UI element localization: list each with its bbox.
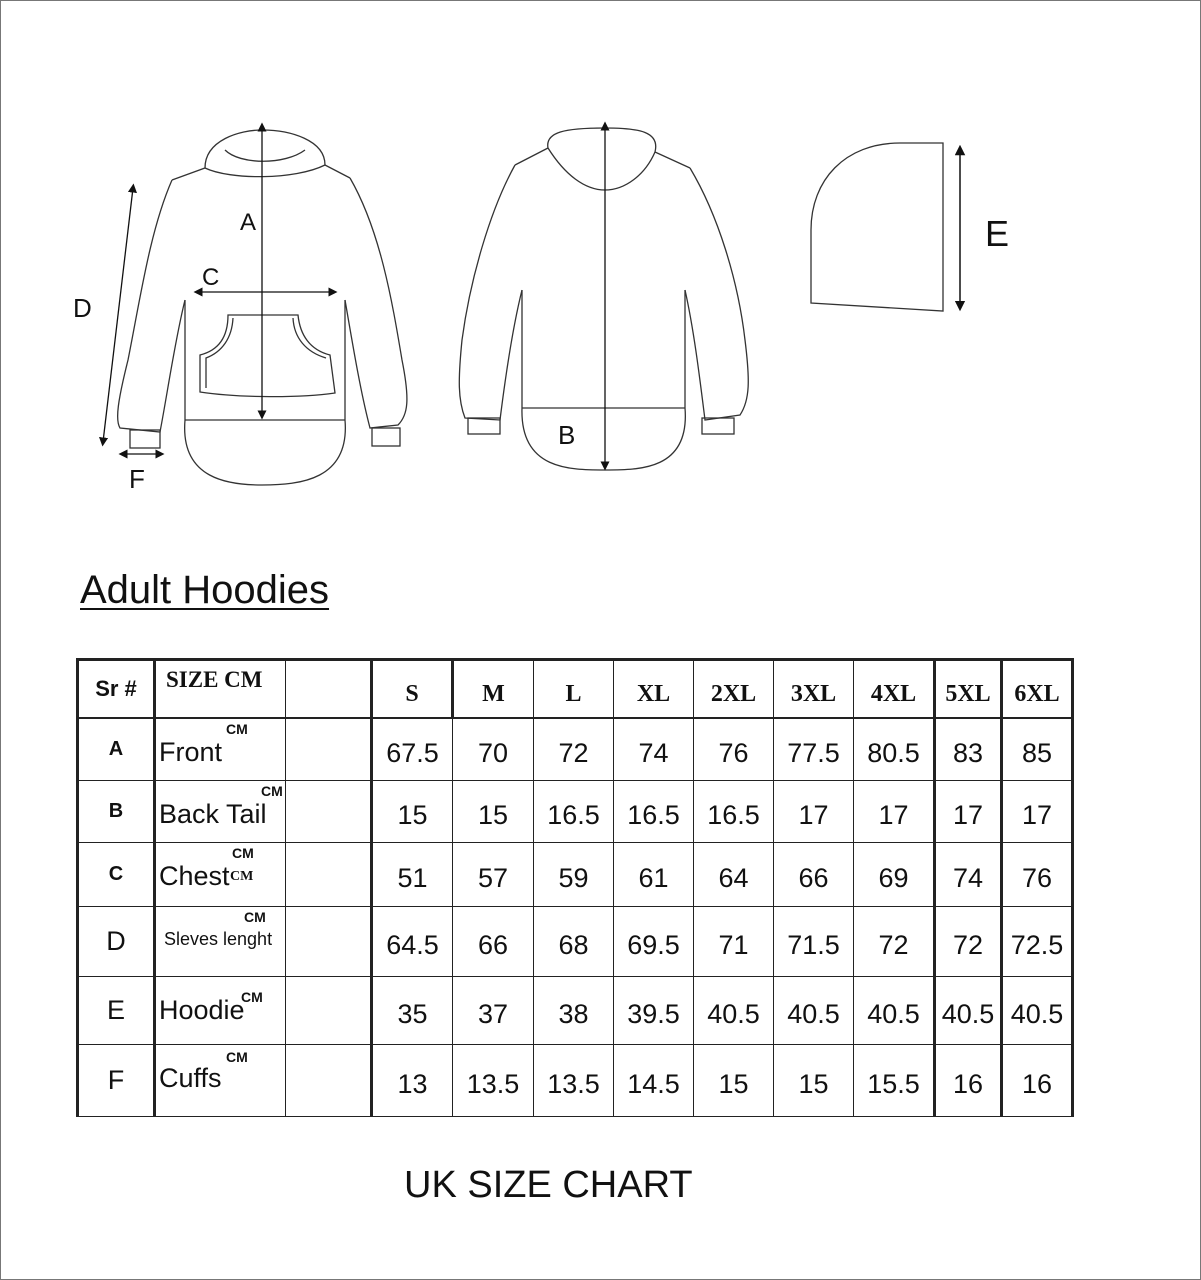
value-d-xl: 69.5: [614, 906, 694, 976]
row-spacer: [286, 976, 372, 1044]
value-b-4xl: 17: [854, 780, 935, 842]
value-a-xl: 74: [614, 718, 694, 780]
label-a: A: [240, 209, 257, 236]
measurement-unit: CM: [232, 844, 254, 861]
row-measurement: [155, 976, 286, 1044]
header-sr: Sr #: [78, 660, 155, 719]
value-a-5xl: 83: [935, 718, 1002, 780]
header-size-l: L: [534, 660, 614, 719]
value-e-5xl: 40.5: [935, 976, 1002, 1044]
measurement-unit: CM: [226, 721, 248, 737]
row-code: D: [78, 906, 155, 976]
row-spacer: [286, 842, 372, 906]
value-a-2xl: 76: [694, 718, 774, 780]
measurement-unit: CM: [261, 782, 283, 799]
value-c-xl: 61: [614, 842, 694, 906]
row-measurement: [155, 842, 286, 906]
value-f-3xl: 15: [774, 1044, 854, 1116]
header-size-3xl: 3XL: [774, 660, 854, 719]
size-row-f: [78, 1044, 1073, 1116]
value-a-m: 70: [453, 718, 534, 780]
value-d-5xl: 72: [935, 906, 1002, 976]
value-b-s: 15: [372, 780, 453, 842]
row-code: B: [78, 780, 155, 842]
hood-drawing: [811, 143, 943, 311]
value-f-5xl: 16: [935, 1044, 1002, 1116]
label-c: C: [202, 264, 220, 291]
value-c-s: 51: [372, 842, 453, 906]
value-c-l: 59: [534, 842, 614, 906]
measurement-unit: CM: [241, 988, 263, 1005]
value-c-6xl: 76: [1002, 842, 1073, 906]
value-c-5xl: 74: [935, 842, 1002, 906]
row-spacer: [286, 718, 372, 780]
value-a-6xl: 85: [1002, 718, 1073, 780]
measurement-name: Sleves lenght: [164, 928, 273, 949]
value-b-m: 15: [453, 780, 534, 842]
header-size-cm: SIZE CM: [155, 660, 286, 719]
value-d-s: 64.5: [372, 906, 453, 976]
value-d-3xl: 71.5: [774, 906, 854, 976]
size-row-d: [78, 906, 1073, 976]
header-size-xl: XL: [614, 660, 694, 719]
header-size-m: M: [453, 660, 534, 719]
size-row-a: [78, 718, 1073, 780]
value-e-2xl: 40.5: [694, 976, 774, 1044]
value-d-l: 68: [534, 906, 614, 976]
value-c-2xl: 64: [694, 842, 774, 906]
value-e-l: 38: [534, 976, 614, 1044]
value-b-6xl: 17: [1002, 780, 1073, 842]
value-e-xl: 39.5: [614, 976, 694, 1044]
value-b-xl: 16.5: [614, 780, 694, 842]
value-f-4xl: 15.5: [854, 1044, 935, 1116]
row-measurement: [155, 780, 286, 842]
value-f-xl: 14.5: [614, 1044, 694, 1116]
value-b-2xl: 16.5: [694, 780, 774, 842]
measurement-name: Back Tail: [159, 798, 267, 829]
value-c-4xl: 69: [854, 842, 935, 906]
header-size-5xl: 5XL: [935, 660, 1002, 719]
row-code: A: [78, 718, 155, 780]
header-size-4xl: 4XL: [854, 660, 935, 719]
label-b: B: [558, 420, 576, 450]
measurement-name: Front: [159, 737, 223, 767]
header-row: [78, 660, 1073, 719]
label-d: D: [73, 293, 92, 323]
value-f-s: 13: [372, 1044, 453, 1116]
value-f-m: 13.5: [453, 1044, 534, 1116]
value-e-s: 35: [372, 976, 453, 1044]
size-row-b: [78, 780, 1073, 842]
value-d-m: 66: [453, 906, 534, 976]
value-f-l: 13.5: [534, 1044, 614, 1116]
value-a-s: 67.5: [372, 718, 453, 780]
row-spacer: [286, 1044, 372, 1116]
row-spacer: [286, 906, 372, 976]
value-a-3xl: 77.5: [774, 718, 854, 780]
value-d-4xl: 72: [854, 906, 935, 976]
row-code: E: [78, 976, 155, 1044]
row-measurement: [155, 1044, 286, 1116]
value-e-3xl: 40.5: [774, 976, 854, 1044]
measurement-unit: CM: [226, 1048, 248, 1065]
header-size-6xl: 6XL: [1002, 660, 1073, 719]
value-a-l: 72: [534, 718, 614, 780]
value-e-4xl: 40.5: [854, 976, 935, 1044]
measurement-name: Chest: [159, 860, 230, 891]
label-e: E: [985, 213, 1010, 254]
measurement-name: Cuffs: [159, 1062, 222, 1093]
row-spacer: [286, 780, 372, 842]
value-d-6xl: 72.5: [1002, 906, 1073, 976]
label-f: F: [129, 464, 145, 494]
hoodie-measurement-diagram: [0, 0, 1201, 560]
measurement-unit: CM: [244, 908, 266, 925]
size-chart-table: [76, 658, 1074, 1117]
value-c-m: 57: [453, 842, 534, 906]
header-size-s: S: [372, 660, 453, 719]
row-measurement: [155, 718, 286, 780]
value-c-3xl: 66: [774, 842, 854, 906]
back-hoodie-drawing: [459, 128, 748, 470]
header-spacer: [286, 660, 372, 719]
size-row-c: [78, 842, 1073, 906]
value-d-2xl: 71: [694, 906, 774, 976]
measurement-name: Hoodie: [159, 994, 245, 1025]
chart-title: Adult Hoodies: [80, 568, 330, 612]
value-b-5xl: 17: [935, 780, 1002, 842]
measurement-inline-unit: CM: [230, 868, 254, 884]
size-row-e: [78, 976, 1073, 1044]
header-size-2xl: 2XL: [694, 660, 774, 719]
row-measurement: [155, 906, 286, 976]
footer-caption: UK SIZE CHART: [404, 1164, 693, 1206]
value-a-4xl: 80.5: [854, 718, 935, 780]
row-code: F: [78, 1044, 155, 1116]
value-f-6xl: 16: [1002, 1044, 1073, 1116]
value-e-6xl: 40.5: [1002, 976, 1073, 1044]
value-e-m: 37: [453, 976, 534, 1044]
value-b-3xl: 17: [774, 780, 854, 842]
row-code: C: [78, 842, 155, 906]
value-f-2xl: 15: [694, 1044, 774, 1116]
value-b-l: 16.5: [534, 780, 614, 842]
